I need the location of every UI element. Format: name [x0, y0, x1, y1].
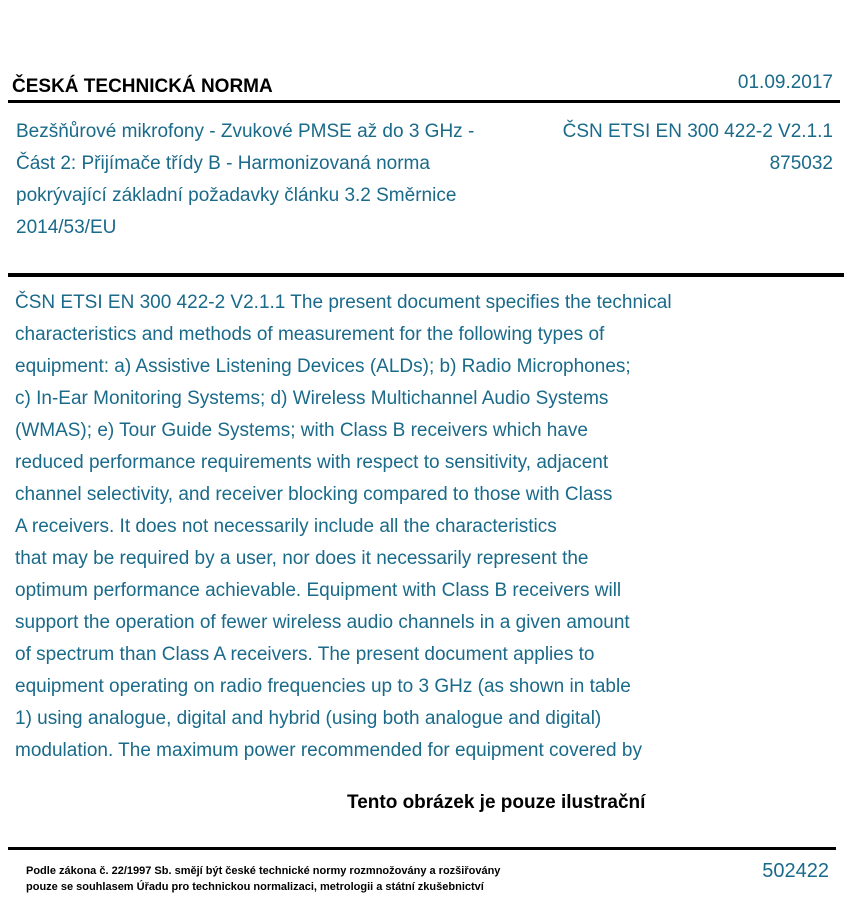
publication-date: 01.09.2017 [737, 72, 833, 93]
standard-code-block [563, 116, 833, 180]
footer-legal-note: Podle zákona č. 22/1997 Sb. smějí být české technické normy rozmnožovány a rozšiřovány pouze se souhlasem Úřadu pro technickou normalizaci, metrologii a státní zkušebnictví [26, 865, 501, 893]
illustration-note: Tento obrázek je pouze ilustrační [347, 792, 646, 813]
class-number: 875032 [769, 153, 833, 174]
section-divider [8, 273, 844, 277]
document-header-title: ČESKÁ TECHNICKÁ NORMA [12, 76, 273, 97]
header-divider [8, 100, 840, 103]
footer-divider [8, 847, 836, 850]
standard-title: Bezšňůrové mikrofony - Zvukové PMSE až do 3 GHz - Část 2: Přijímače třídy B - Harmonizovaná norma pokrývající základní požadavky článku 3.2 Směrnice 2014/53/EU [16, 121, 475, 238]
standard-code: ČSN ETSI EN 300 422-2 V2.1.1 [562, 121, 833, 142]
footer-number: 502422 [762, 860, 829, 882]
abstract-text: ČSN ETSI EN 300 422-2 V2.1.1 The present document specifies the technical characteristics and methods of measurement for the following types of equipment: a) Assistive Listening Devices (ALDs); b) Radio Microphones; c) In-Ear Monitoring Systems; d) Wireless Multichannel Audio Systems (WMAS); e) Tour Guide Systems; with Class B receivers which have reduced performance requirements with respect to sensitivity, adjacent channel selectivity, and receiver blocking compared to those with Class A receivers. It does not necessarily include all the characteristics that may be required by a user, nor does it necessarily represent the optimum performance achievable. Equipment with Class B receivers will support the operation of fewer wireless audio channels in a given amount of spectrum than Class A receivers. The present document applies to equipment operating on radio frequencies up to 3 GHz (as shown in table 1) using analogue, digital and hybrid (using both analogue and digital) modulation. The maximum power recommended for equipment covered by [15, 292, 672, 761]
